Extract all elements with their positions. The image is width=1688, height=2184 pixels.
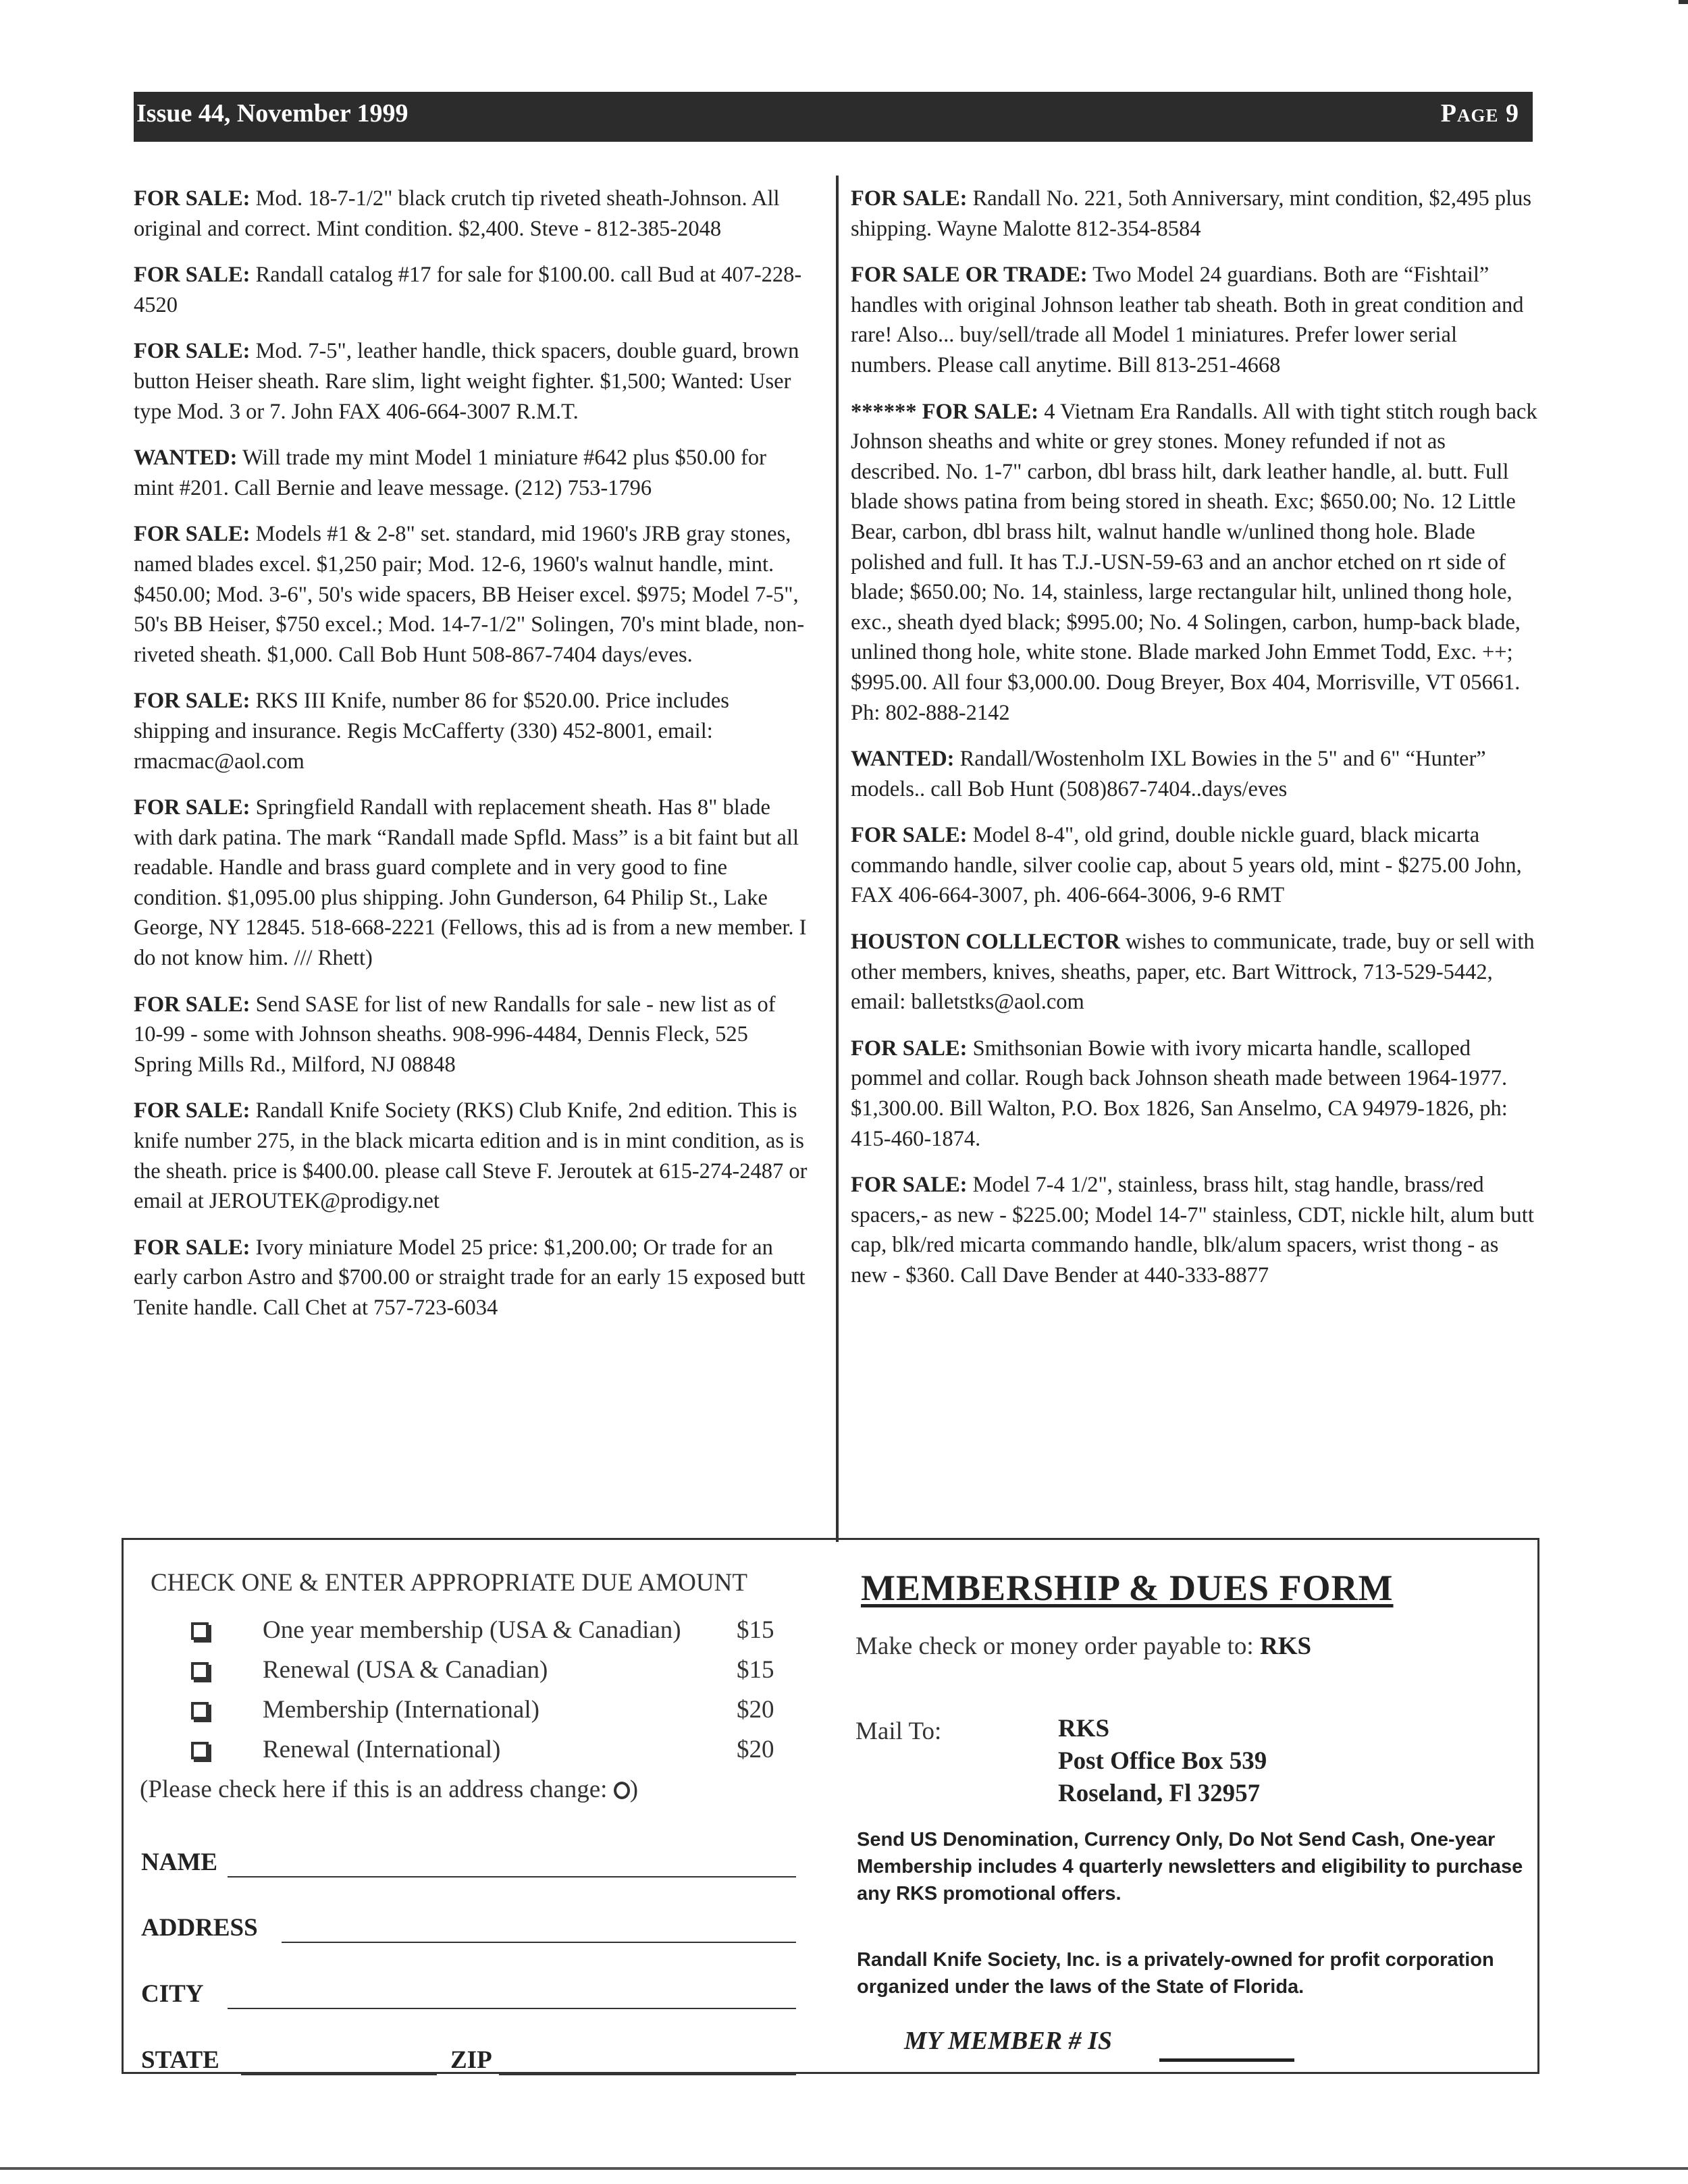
ad-text: Two Model 24 guardians. Both are “Fishtail” handles with original Johnson leather tab sheath. Both in great condition and rare! Also... buy/sell/trade all Model 1 miniatures. Prefer lower serial numbers. Please call anytime. Bill 813-251-4668 <box>851 263 1524 377</box>
dues-option-price: $20 <box>737 1696 774 1724</box>
ad-text: Smithsonian Bowie with ivory micarta handle, scalloped pommel and collar. Rough back Johnson sheath made between 1964-1977. $1,300.00. Bill Walton, P.O. Box 1826, San Anselmo, CA 94979-1826, ph: 415-460-1874. <box>851 1036 1508 1151</box>
ad-text: Randall No. 221, 5oth Anniversary, mint condition, $2,495 plus shipping. Wayne Malotte 812-354-8584 <box>851 186 1532 241</box>
ad-label: FOR SALE: <box>134 263 250 288</box>
ad-label: FOR SALE: <box>134 1235 250 1260</box>
dues-option-checkbox[interactable] <box>191 1702 209 1723</box>
mailing-address <box>1058 1713 1267 1810</box>
classified-ad <box>851 927 1539 1017</box>
zip-field[interactable] <box>499 2074 796 2075</box>
ad-label: HOUSTON COLLLECTOR <box>851 930 1120 955</box>
ad-text: 4 Vietnam Era Randalls. All with tight stitch rough back Johnson sheaths and white or grey stones. Money refunded if not as described. No. 1-7" carbon, dbl brass hilt, dark leather handle, al. butt. Full blade shows patina from being stored in sheath. Exc; $650.00; No. 12 Little Bear, carbon, dbl brass hilt, walnut handle w/unlined thong hole. Blade polished and full. It has T.J.-USN-59-63 and an anchor etched on rt side of blade; $650.00; No. 14, stainless, large rectangular hilt, unlined thong hole, exc., sheath dyed black; $995.00; No. 4 Solingen, carbon, hump-back blade, unlined thong hole, white stone. Blade marked John Emmet Todd, Exc. ++; $995.00. All four $3,000.00. Doug Breyer, Box 404, Morrisville, VT 05661. Ph: 802-888-2142 <box>851 399 1537 725</box>
ad-label: FOR SALE: <box>134 992 250 1017</box>
ad-label: FOR SALE: <box>134 339 250 364</box>
dues-option-label: Membership (International) <box>263 1696 539 1724</box>
ad-label: FOR SALE: <box>134 186 250 211</box>
dues-option-label: One year membership (USA & Canadian) <box>263 1616 681 1644</box>
classified-ad <box>134 990 809 1080</box>
member-number-label: MY MEMBER # IS <box>904 2027 1112 2055</box>
classified-ad <box>851 820 1539 911</box>
scan-corner-mark <box>1679 0 1688 4</box>
mail-address-line: Roseland, Fl 32957 <box>1058 1780 1261 1807</box>
address-change-label: (Please check here if this is an address change: <box>140 1776 608 1803</box>
city-field[interactable] <box>228 2008 796 2009</box>
payable-line <box>855 1632 1311 1661</box>
ad-label: FOR SALE: <box>851 1173 968 1198</box>
page-header <box>134 92 1533 142</box>
dues-option-price: $15 <box>737 1656 774 1684</box>
form-title: MEMBERSHIP & DUES FORM <box>861 1568 1394 1608</box>
ad-text: Mod. 18-7-1/2" black crutch tip riveted sheath-Johnson. All original and correct. Mint condition. $2,400. Steve - 812-385-2048 <box>134 186 780 241</box>
zip-label: ZIP <box>450 2046 492 2074</box>
classified-ad <box>134 443 809 503</box>
dues-option-checkbox[interactable] <box>191 1662 209 1683</box>
classified-ad <box>851 1170 1539 1290</box>
ad-text: Randall Knife Society (RKS) Club Knife, 2nd edition. This is knife number 275, in the black micarta edition and is in mint condition, as is the sheath. price is $400.00. please call Steve F. Jeroutek at 615-274-2487 or email at JEROUTEK@prodigy.net <box>134 1098 808 1214</box>
payment-note: Send US Denomination, Currency Only, Do Not Send Cash, One-year Membership includes 4 quarterly newsletters and eligibility to purchase any RKS promotional offers. <box>857 1829 1523 1905</box>
payable-prefix: Make check or money order payable to: <box>855 1632 1260 1660</box>
address-field[interactable] <box>282 1942 796 1943</box>
name-label: NAME <box>141 1848 218 1876</box>
address-change-radio[interactable] <box>614 1782 630 1799</box>
ad-text: Springfield Randall with replacement sheath. Has 8" blade with dark patina. The mark “Randall made Spfld. Mass” is a bit faint but all readable. Handle and brass guard complete and in very good to fine condition. $1,095.00 plus shipping. John Gunderson, 64 Philip St., Lake George, NY 12845. 518-668-2221 (Fellows, this ad is from a new member. I do not know him. /// Rhett) <box>134 795 807 971</box>
classified-ad <box>851 744 1539 804</box>
address-label: ADDRESS <box>141 1914 258 1942</box>
classified-ad <box>851 260 1539 380</box>
company-note: Randall Knife Society, Inc. is a privately-owned for profit corporation organized under the laws of the State of Florida. <box>857 1949 1494 1998</box>
dues-option-label: Renewal (USA & Canadian) <box>263 1656 548 1684</box>
dues-option-price: $15 <box>737 1616 774 1644</box>
ad-text: Model 7-4 1/2", stainless, brass hilt, stag handle, brass/red spacers,- as new - $225.00; Model 14-7" stainless, CDT, nickle hilt, alum butt cap, blk/red micarta commando handle, blk/alum spacers, wrist thong - as new - $360. Call Dave Bender at 440-333-8877 <box>851 1173 1534 1287</box>
ad-label: FOR SALE OR TRADE: <box>851 263 1088 288</box>
ad-text: Model 8-4", old grind, double nickle guard, black micarta commando handle, silver coolie cap, about 5 years old, mint - $275.00 John, FAX 406-664-3007, ph. 406-664-3006, 9-6 RMT <box>851 823 1522 908</box>
mail-address-line: Post Office Box 539 <box>1058 1747 1267 1775</box>
member-number-field[interactable] <box>1159 2058 1294 2062</box>
ad-label: WANTED: <box>851 747 955 772</box>
dues-option-label: Renewal (International) <box>263 1736 501 1763</box>
classified-ad <box>851 397 1539 728</box>
ad-text: Models #1 & 2-8" set. standard, mid 1960's JRB gray stones, named blades excel. $1,250 pair; Mod. 12-6, 1960's walnut handle, mint. $450.00; Mod. 3-6", 50's wide spacers, BB Heiser excel. $975; Model 7-5", 50's BB Heiser, $750 excel.; Mod. 14-7-1/2" Solingen, 70's mint blade, non-riveted sheath. $1,000. Call Bob Hunt 508-867-7404 days/eves. <box>134 522 805 667</box>
ad-label: FOR SALE: <box>851 186 968 211</box>
ad-text: RKS III Knife, number 86 for $520.00. Price includes shipping and insurance. Regis McCafferty (330) 452-8001, email: rmacmac@aol.com <box>134 689 729 774</box>
ad-text: Mod. 7-5", leather handle, thick spacers, double guard, brown button Heiser sheath. Rare slim, light weight fighter. $1,500; Wanted: User type Mod. 3 or 7. John FAX 406-664-3007 R.M.T. <box>134 339 799 424</box>
classified-ad <box>134 336 809 427</box>
page-edge-line <box>0 2167 1688 2170</box>
name-field[interactable] <box>228 1876 796 1877</box>
column-divider <box>836 176 839 1542</box>
state-field[interactable] <box>241 2074 437 2075</box>
classified-ad <box>134 1096 809 1216</box>
ad-label: WANTED: <box>134 446 238 471</box>
classified-ad <box>134 686 809 776</box>
mail-to-label: Mail To: <box>855 1717 942 1745</box>
classified-ad <box>134 260 809 320</box>
ad-text: Ivory miniature Model 25 price: $1,200.00; Or trade for an early carbon Astro and $700.00 or straight trade for an early 15 exposed butt Tenite handle. Call Chet at 757-723-6034 <box>134 1235 806 1320</box>
dues-instructions: CHECK ONE & ENTER APPROPRIATE DUE AMOUNT <box>151 1569 747 1597</box>
dues-option-price: $20 <box>737 1736 774 1763</box>
dues-option-checkbox[interactable] <box>191 1622 209 1643</box>
classified-ad <box>851 184 1539 244</box>
ad-label: FOR SALE: <box>134 689 250 714</box>
classified-ad <box>851 1034 1539 1154</box>
ad-label: FOR SALE: <box>851 823 968 848</box>
classified-column-left <box>134 184 809 1339</box>
ad-label: FOR SALE: <box>134 795 250 820</box>
classified-ad <box>134 793 809 974</box>
ad-text: wishes to communicate, trade, buy or sell with other members, knives, sheaths, paper, etc. Bart Wittrock, 713-529-5442, email: balletstks@aol.com <box>851 930 1535 1015</box>
address-change-row <box>140 1775 638 1804</box>
ad-text: Send SASE for list of new Randalls for sale - new list as of 10-99 - some with Johnson sheaths. 908-996-4484, Dennis Fleck, 525 Spring Mills Rd., Milford, NJ 08848 <box>134 992 776 1077</box>
ad-label: FOR SALE: <box>851 1036 968 1061</box>
address-change-close: ) <box>629 1776 639 1803</box>
classified-ad <box>134 184 809 244</box>
ad-text: Randall/Wostenholm IXL Bowies in the 5" and 6" “Hunter” models.. call Bob Hunt (508)867-7404..days/eves <box>851 747 1486 801</box>
ad-label: FOR SALE: <box>134 522 250 547</box>
membership-form-box <box>122 1538 1539 2074</box>
issue-label: Issue 44, November 1999 <box>136 99 408 128</box>
classified-column-right <box>851 184 1539 1307</box>
classified-ad <box>134 519 809 670</box>
payable-name: RKS <box>1259 1632 1312 1660</box>
ad-label: ****** FOR SALE: <box>851 399 1039 424</box>
page-number: Page 9 <box>1440 99 1519 128</box>
ad-text: Will trade my mint Model 1 miniature #642 plus $50.00 for mint #201. Call Bernie and leave message. (212) 753-1796 <box>134 446 766 500</box>
state-label: STATE <box>141 2046 219 2074</box>
dues-option-checkbox[interactable] <box>191 1742 209 1763</box>
ad-text: Randall catalog #17 for sale for $100.00. call Bud at 407-228-4520 <box>134 263 802 317</box>
mail-address-line: RKS <box>1058 1715 1110 1742</box>
classified-ad <box>134 1233 809 1323</box>
city-label: CITY <box>141 1980 204 2008</box>
ad-label: FOR SALE: <box>134 1098 250 1123</box>
